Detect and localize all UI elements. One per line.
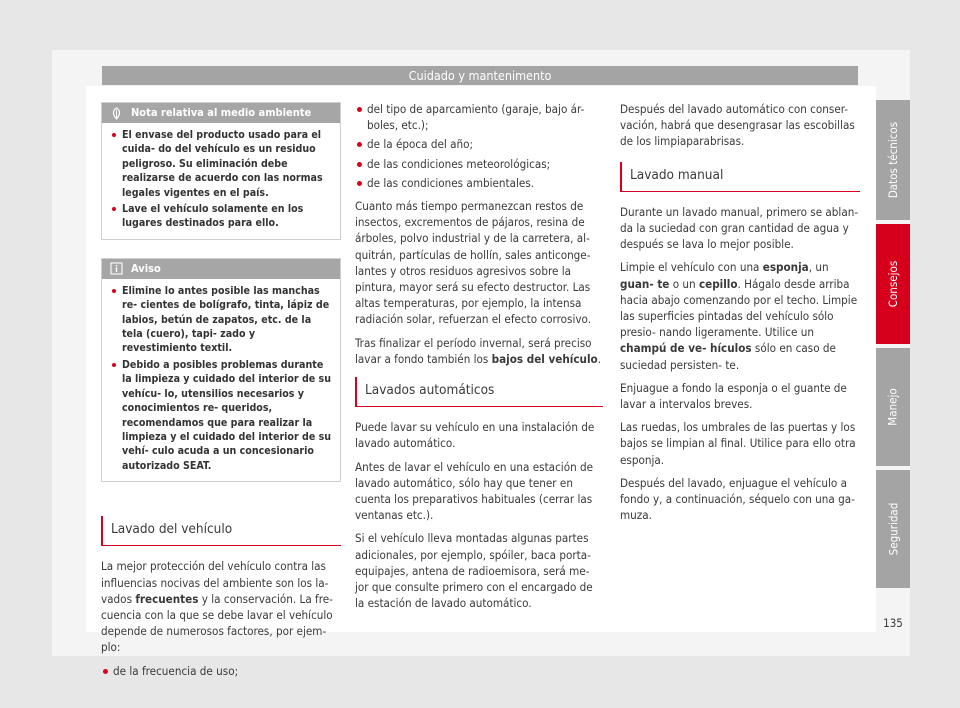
paragraph: Las ruedas, los umbrales de las puertas y los bajos se limpian al final. Utilice para ello otra esponja. <box>620 420 856 467</box>
paragraph: Después del lavado automático con conser- vación, habrá que desengrasar las escobillas de los limpiaparabrisas. <box>620 102 855 149</box>
page-number: 135 <box>883 616 903 630</box>
content-area <box>86 86 876 678</box>
chapter-header: Cuidado y mantenimento <box>102 66 858 85</box>
note-item: Elimine lo antes posible las manchas re- cientes de bolígrafo, tinta, lápiz de labios, betún de zapatos, etc. de la tela (cuero), tapi- zado y revestimiento textil. <box>110 284 332 356</box>
paragraph: Puede lavar su vehículo en una instalación de lavado automático. <box>355 420 595 451</box>
note-item: El envase del producto usado para el cuida- do del vehículo es un residuo peligroso. Su eliminación debe realizarse de acuerdo con las normas legales vigentes en el país. <box>110 128 332 200</box>
paragraph: Si el vehículo lleva montadas algunas partes adicionales, por ejemplo, spóiler, baca porta- equipajes, antena de radioemisora, será me- jor que consulte primero con el encargado de la estación de lavado automático. <box>355 531 593 611</box>
aviso-note-body <box>102 279 340 481</box>
bullet-item: de la frecuencia de uso; <box>101 663 341 679</box>
tab-manejo[interactable]: Manejo <box>876 348 910 466</box>
bullet-item: del tipo de aparcamiento (garaje, bajo ár- boles, etc.); <box>355 101 603 133</box>
paragraph: Antes de lavar el vehículo en una estación de lavado automático, sólo hay que tener en cuenta los preparativos habituales (cerrar las ventanas etc.). <box>355 459 594 523</box>
paragraph: Tras finalizar el período invernal, será preciso lavar a fondo también los bajos del vehículo. <box>355 335 602 366</box>
environment-note-header <box>102 103 340 123</box>
paragraph: Durante un lavado manual, primero se ablan- da la suciedad con gran cantidad de agua y después se lava lo mejor posible. <box>620 204 859 252</box>
section-title-lavado-manual: Lavado manual <box>620 162 860 192</box>
tab-datos-tecnicos[interactable]: Datos técnicos <box>876 100 910 220</box>
note-item: Lave el vehículo solamente en los lugares destinados para ello. <box>110 202 332 231</box>
tab-consejos[interactable]: Consejos <box>876 224 910 344</box>
info-icon <box>110 262 123 275</box>
aviso-note <box>101 258 341 482</box>
paragraph: Después del lavado, enjuague el vehículo a fondo y, a continuación, séquelo con una ga- muza. <box>620 475 855 523</box>
paragraph: La mejor protección del vehículo contra las influencias nocivas del ambiente son los la- vados frecuentes y la conservación. La fre- cuencia con la que se debe lavar el vehículo depende de numerosos factores, por ejem- plo: <box>101 559 333 655</box>
bullet-item: de las condiciones ambientales. <box>355 175 603 191</box>
column-3 <box>620 101 860 530</box>
bullet-item: de las condiciones meteorológicas; <box>355 156 603 172</box>
aviso-note-header <box>102 259 340 279</box>
column-2 <box>355 101 603 618</box>
column-1 <box>101 102 341 679</box>
aviso-note-title: Aviso <box>131 261 161 275</box>
leaf-icon <box>110 107 123 120</box>
tab-seguridad[interactable]: Seguridad <box>876 470 910 588</box>
section-title-lavados-automaticos: Lavados automáticos <box>355 377 603 407</box>
note-item: Debido a posibles problemas durante la limpieza y cuidado del interior de su vehícu- lo, utensilios necesarios y conocimientos re- queridos, recomendamos que para realizar la limpieza y el cuidado del interior de su vehí- culo acuda a un concesionario autorizado SEAT. <box>110 358 332 473</box>
paragraph: Cuanto más tiempo permanezcan restos de insectos, excrementos de pájaros, resina de árboles, polvo industrial y de la carretera, al- quitrán, partículas de hollín, sales anticonge- lantes y otros residuos agresivos sobre la pintura, mayor será su efecto destructor. Las altas temperaturas, por ejemplo, la intensa radiación solar, refuerzan el efecto corrosivo. <box>355 199 592 327</box>
environment-note-body <box>102 123 340 239</box>
paragraph: Enjuague a fondo la esponja o el guante de lavar a intervalos breves. <box>620 380 847 412</box>
bullet-item: de la época del año; <box>355 136 603 152</box>
environment-note-title: Nota relativa al medio ambiente <box>131 105 312 119</box>
paragraph: Limpie el vehículo con una esponja, un guan- te o un cepillo. Hágalo desde arriba hacia abajo comenzando por el techo. Limpie las superficies pintadas del vehículo sólo presio- nando ligeramente. Utilice un champú de ve- hículos sólo en caso de suciedad persisten- te. <box>620 260 858 372</box>
section-title-lavado-vehiculo: Lavado del vehículo <box>101 516 341 546</box>
environment-note <box>101 102 341 240</box>
